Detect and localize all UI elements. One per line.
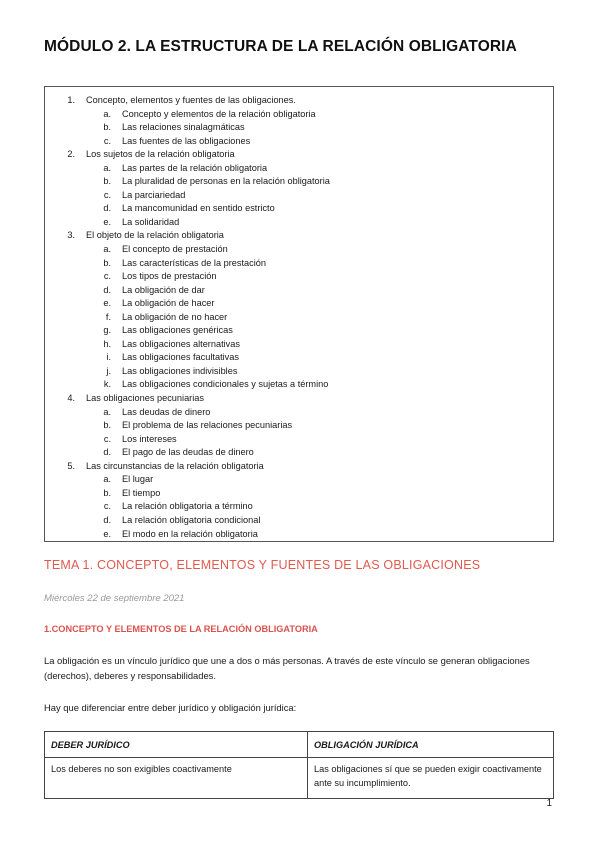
- toc-subitem-label: Las fuentes de las obligaciones: [122, 135, 251, 146]
- toc-subitem-label: La obligación de dar: [122, 284, 205, 295]
- paragraph-obligacion: La obligación es un vínculo jurídico que une a dos o más personas. A través de este vínculo se generan obligaciones (derechos), deberes y responsabilidades.: [44, 655, 530, 681]
- paragraph-diferenciar: Hay que diferenciar entre deber jurídico y obligación jurídica:: [44, 702, 297, 713]
- toc-subitem-letter: f.: [105, 311, 111, 322]
- document-title: MÓDULO 2. LA ESTRUCTURA DE LA RELACIÓN OBLIGATORIA: [44, 38, 517, 55]
- table-row: [45, 758, 554, 799]
- toc-subitem: [45, 162, 553, 176]
- toc-subitem-label: Las obligaciones genéricas: [122, 325, 233, 336]
- toc-section-number: 1.: [67, 95, 75, 105]
- toc-subitem-letter: c.: [103, 271, 111, 282]
- toc-subitem-label: La obligación de hacer: [122, 298, 215, 309]
- toc-section-number: 5.: [67, 460, 75, 471]
- toc-section-label: Las obligaciones pecuniarias: [86, 393, 204, 404]
- toc-subitem-label: La obligación de no hacer: [122, 311, 228, 322]
- toc-subitem-letter: d.: [103, 203, 111, 214]
- toc-subitem: [45, 487, 553, 501]
- toc-section-item: [45, 94, 553, 108]
- toc-subitem: [45, 473, 553, 487]
- toc-subitem: [45, 351, 553, 365]
- table-cell: Las obligaciones sí que se pueden exigir coactivamente ante su incumplimiento.: [308, 758, 554, 799]
- toc-subitem: [45, 378, 553, 392]
- toc-subitem-label: La pluralidad de personas en la relación obligatoria: [122, 176, 330, 187]
- toc-subitem-label: Las deudas de dinero: [122, 406, 211, 417]
- toc-section-item: [45, 229, 553, 243]
- toc-subitem-letter: c.: [103, 189, 111, 200]
- toc-subitem-letter: e.: [103, 528, 111, 539]
- toc-subitem-label: La relación obligatoria condicional: [122, 514, 261, 525]
- table-cell: Los deberes no son exigibles coactivamente: [45, 758, 308, 799]
- toc-subitem-letter: d.: [103, 284, 111, 295]
- toc-subitem-label: La mancomunidad en sentido estricto: [122, 203, 275, 214]
- toc-subitem-letter: a.: [103, 474, 111, 485]
- toc-subitem-label: Las obligaciones condicionales y sujetas a término: [122, 379, 329, 390]
- toc-subitem-letter: c.: [103, 433, 111, 444]
- toc-list: [45, 94, 553, 541]
- toc-subitem: [45, 121, 553, 135]
- toc-subitem: [45, 270, 553, 284]
- toc-subitem-letter: g.: [103, 325, 111, 336]
- toc-subitem-label: El problema de las relaciones pecuniarias: [122, 420, 293, 431]
- toc-subitem: [45, 311, 553, 325]
- toc-subitem-letter: b.: [103, 122, 111, 133]
- toc-subitem-label: El concepto de prestación: [122, 244, 228, 255]
- toc-subitem: [45, 500, 553, 514]
- toc-subitem-letter: h.: [103, 338, 111, 349]
- toc-subitem-label: Concepto y elementos de la relación obligatoria: [122, 108, 316, 119]
- toc-subitem-letter: b.: [103, 257, 111, 268]
- toc-section-item: [45, 148, 553, 162]
- toc-subitem-label: El modo en la relación obligatoria: [122, 528, 258, 539]
- toc-subitem: [45, 284, 553, 298]
- toc-section-number: 4.: [67, 393, 75, 404]
- toc-subitem-label: Las obligaciones indivisibles: [122, 365, 238, 376]
- tema-title: TEMA 1. CONCEPTO, ELEMENTOS Y FUENTES DE LAS OBLIGACIONES: [44, 558, 481, 572]
- toc-subitem-label: Los tipos de prestación: [122, 271, 217, 282]
- toc-section-number: 2.: [67, 149, 75, 160]
- toc-subitem-letter: a.: [103, 406, 111, 417]
- toc-subitem: [45, 324, 553, 338]
- toc-subitem-label: Las obligaciones facultativas: [122, 352, 239, 363]
- toc-subitem: [45, 365, 553, 379]
- toc-section-label: Los sujetos de la relación obligatoria: [86, 149, 235, 160]
- toc-subitem-letter: b.: [103, 176, 111, 187]
- toc-subitem-label: El tiempo: [122, 487, 161, 498]
- toc-section-item: [45, 460, 553, 474]
- toc-subitem: [45, 433, 553, 447]
- toc-subitem-letter: b.: [103, 420, 111, 431]
- toc-subitem-letter: e.: [103, 216, 111, 227]
- table-header-row: [45, 732, 554, 758]
- toc-subitem-letter: e.: [103, 298, 111, 309]
- toc-subitem-label: La parciariedad: [122, 189, 186, 200]
- table-header-deber: DEBER JURÍDICO: [45, 732, 308, 758]
- page-number: 1: [546, 798, 552, 809]
- toc-subitem-label: Las partes de la relación obligatoria: [122, 162, 268, 173]
- table-of-contents: [44, 86, 554, 542]
- toc-subitem: [45, 257, 553, 271]
- toc-subitem-letter: a.: [103, 244, 111, 255]
- toc-subitem-letter: a.: [103, 162, 111, 173]
- toc-subitem-label: Las relaciones sinalagmáticas: [122, 122, 245, 133]
- toc-subitem-label: La relación obligatoria a término: [122, 501, 253, 512]
- toc-subitem: [45, 528, 553, 542]
- section-title: 1.CONCEPTO Y ELEMENTOS DE LA RELACIÓN OBLIGATORIA: [44, 624, 318, 634]
- toc-section-label: El objeto de la relación obligatoria: [86, 230, 224, 241]
- toc-subitem: [45, 243, 553, 257]
- toc-subitem: [45, 419, 553, 433]
- toc-subitem-label: Las características de la prestación: [122, 257, 267, 268]
- toc-subitem: [45, 202, 553, 216]
- toc-subitem-letter: d.: [103, 447, 111, 458]
- toc-subitem-letter: d.: [103, 514, 111, 525]
- toc-subitem-letter: c.: [103, 135, 111, 146]
- toc-subitem: [45, 216, 553, 230]
- table-header-obligacion: OBLIGACIÓN JURÍDICA: [308, 732, 554, 758]
- toc-subitem-label: La solidaridad: [122, 216, 180, 227]
- toc-subitem-letter: c.: [103, 501, 111, 512]
- toc-subitem-letter: i.: [106, 352, 111, 363]
- toc-subitem: [45, 514, 553, 528]
- toc-subitem: [45, 189, 553, 203]
- toc-subitem-letter: a.: [103, 108, 111, 119]
- date-label: Miércoles 22 de septiembre 2021: [44, 593, 185, 604]
- toc-subitem-label: El lugar: [122, 474, 154, 485]
- toc-section-label: Concepto, elementos y fuentes de las obligaciones.: [86, 95, 296, 105]
- toc-subitem: [45, 108, 553, 122]
- toc-subitem-letter: j.: [106, 365, 111, 376]
- toc-subitem-letter: k.: [103, 379, 111, 390]
- toc-subitem-label: Los intereses: [122, 433, 177, 444]
- toc-subitem: [45, 338, 553, 352]
- toc-subitem: [45, 446, 553, 460]
- toc-subitem: [45, 406, 553, 420]
- toc-subitem: [45, 297, 553, 311]
- toc-section-item: [45, 392, 553, 406]
- toc-subitem: [45, 135, 553, 149]
- toc-subitem-letter: b.: [103, 487, 111, 498]
- toc-subitem: [45, 175, 553, 189]
- comparison-table: [44, 731, 554, 799]
- toc-subitem-label: Las obligaciones alternativas: [122, 338, 240, 349]
- toc-section-number: 3.: [67, 230, 75, 241]
- toc-section-label: Las circunstancias de la relación obligatoria: [86, 460, 264, 471]
- toc-subitem-label: El pago de las deudas de dinero: [122, 447, 254, 458]
